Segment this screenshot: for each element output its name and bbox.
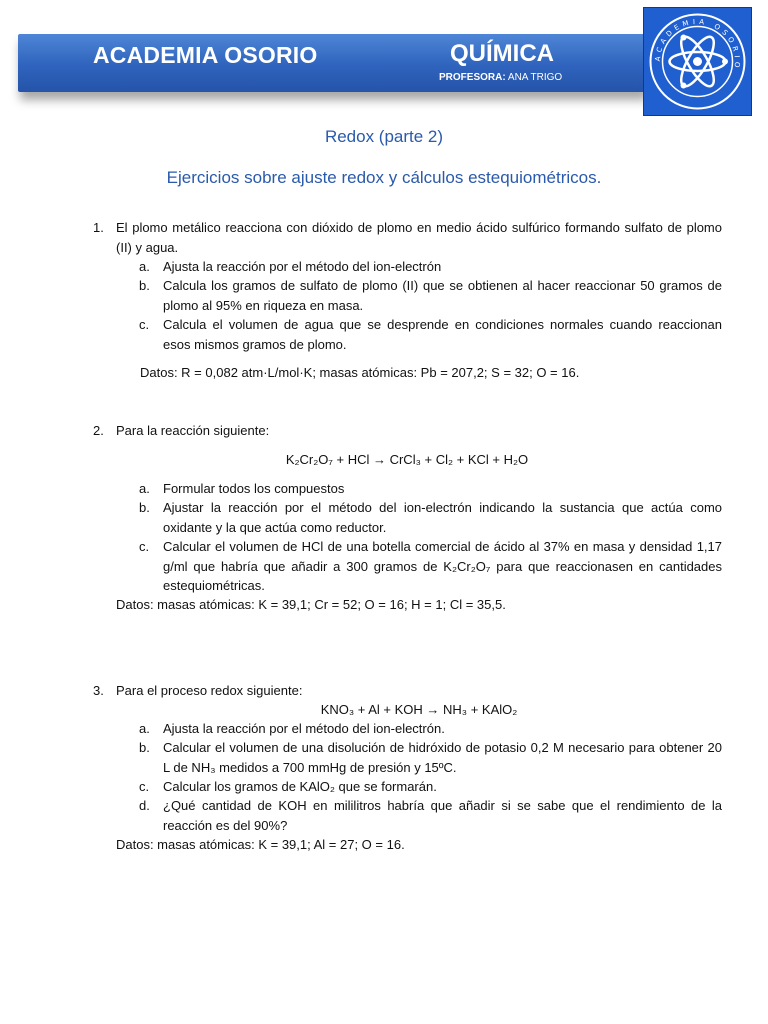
document-subtitle: Ejercicios sobre ajuste redox y cálculos estequiométricos. xyxy=(166,168,602,187)
exercise-3-item-b-label: b. xyxy=(139,740,150,755)
exercise-2-item-c: Calcular el volumen de HCl de una botella comercial de ácido al 37% en masa y densidad 1,17 g/ml que habría que añadir a 300 gramos de K₂Cr₂O₇ para que reaccionasen en cantidades estequiométricas. xyxy=(163,539,722,593)
teacher-label: PROFESORA: xyxy=(439,72,506,83)
exercise-1-item-b: Calcula los gramos de sulfato de plomo (II) que se obtienen al hacer reaccionar 50 gramos de plomo al 95% en riqueza en masa. xyxy=(163,278,722,313)
exercise-2-statement: Para la reacción siguiente: xyxy=(116,423,270,438)
atom-logo-icon xyxy=(644,8,751,115)
exercise-3-item-d-label: d. xyxy=(139,798,150,813)
exercise-3-item-c: Calcular los gramos de KAlO₂ que se formarán. xyxy=(163,779,437,794)
exercise-3-number: 3. xyxy=(93,683,104,698)
academy-logo xyxy=(643,7,752,116)
exercise-2-number: 2. xyxy=(93,423,104,438)
exercise-3-data: Datos: masas atómicas: K = 39,1; Al = 27; O = 16. xyxy=(116,837,405,852)
exercise-3-item-a: Ajusta la reacción por el método del ion-electrón. xyxy=(163,721,445,736)
academy-name: ACADEMIA OSORIO xyxy=(93,42,318,68)
exercise-2-data: Datos: masas atómicas: K = 39,1; Cr = 52; O = 16; H = 1; Cl = 35,5. xyxy=(116,597,506,612)
exercise-3-item-c-label: c. xyxy=(139,779,150,794)
exercise-1-item-a-label: a. xyxy=(139,259,150,274)
exercise-2-item-b-label: b. xyxy=(139,500,150,515)
exercise-2-item-c-label: c. xyxy=(139,539,150,554)
exercise-3-statement: Para el proceso redox siguiente: xyxy=(116,683,303,698)
exercise-3-equation: KNO₃ + Al + KOH → NH₃ + KAlO₂ xyxy=(320,702,518,717)
exercise-3-item-b: Calcular el volumen de una disolución de hidróxido de potasio 0,2 M necesario para obtener 20 L de NH₃ medidos a 700 mmHg de presión y 15ºC. xyxy=(163,740,722,775)
teacher-name: ANA TRIGO xyxy=(507,72,563,83)
exercise-1-number: 1. xyxy=(93,220,104,235)
teacher-line xyxy=(439,72,562,83)
exercise-2-item-a: Formular todos los compuestos xyxy=(163,481,345,496)
exercise-2-item-a-label: a. xyxy=(139,481,150,496)
exercise-1-data: Datos: R = 0,082 atm·L/mol·K; masas atómicas: Pb = 207,2; S = 32; O = 16. xyxy=(140,365,580,380)
exercise-2-equation: K₂Cr₂O₇ + HCl → CrCl₃ + Cl₂ + KCl + H₂O xyxy=(285,452,529,467)
subject-name: QUÍMICA xyxy=(450,40,554,67)
logo-ring-text: ACADEMIA OSORIO xyxy=(653,17,742,72)
exercise-1-statement: El plomo metálico reacciona con dióxido de plomo en medio ácido sulfúrico formando sulfato de plomo (II) y agua. xyxy=(116,220,722,255)
exercise-3-item-d: ¿Qué cantidad de KOH en mililitros habría que añadir si se sabe que el rendimiento de la reacción es del 90%? xyxy=(163,798,722,833)
exercise-3-item-a-label: a. xyxy=(139,721,150,736)
document-title: Redox (parte 2) xyxy=(324,127,444,146)
exercise-1-item-a: Ajusta la reacción por el método del ion-electrón xyxy=(163,259,442,274)
exercise-1-item-c: Calcula el volumen de agua que se desprende en condiciones normales cuando reaccionan esos mismos gramos de plomo. xyxy=(163,317,722,352)
exercise-1-item-b-label: b. xyxy=(139,278,150,293)
exercise-2-item-b: Ajustar la reacción por el método del ion-electrón indicando la sustancia que actúa como oxidante y la que actúa como reductor. xyxy=(163,500,722,535)
exercise-1-item-c-label: c. xyxy=(139,317,150,332)
header-banner xyxy=(18,34,646,92)
